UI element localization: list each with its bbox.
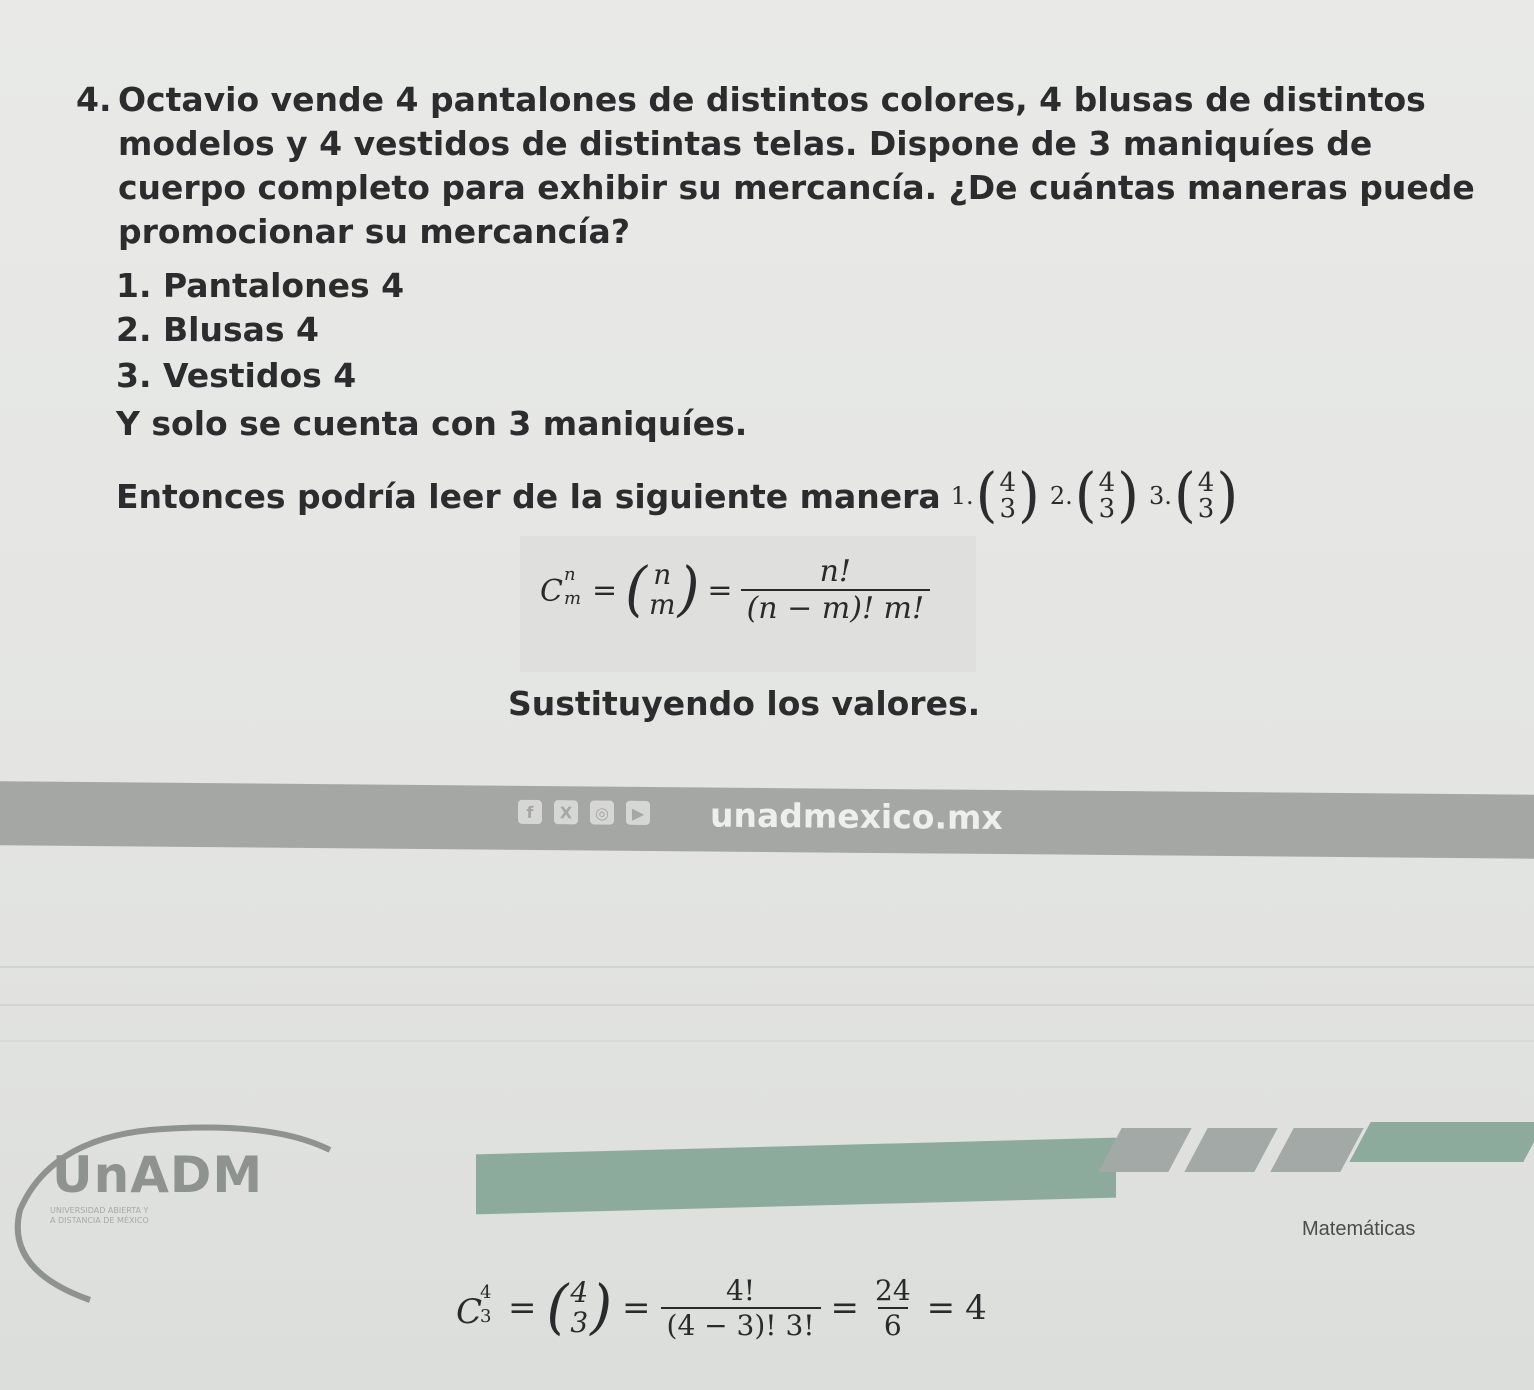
problem-statement <box>76 78 1476 254</box>
footer-band <box>0 781 1534 858</box>
instagram-icon[interactable]: ◎ <box>590 800 614 824</box>
header-green-block <box>1349 1122 1534 1162</box>
unadm-logo <box>10 1120 350 1310</box>
subject-label: Matemáticas <box>1302 1218 1416 1240</box>
combination-formula: C n m = ( n m ) = $\frac{n!}{(n - m)! m!}$ <box>520 536 976 672</box>
calc-result: 4 <box>965 1288 987 1328</box>
maniquies-note: Y solo se cuenta con 3 maniquíes. <box>116 404 748 443</box>
facebook-icon[interactable]: f <box>518 800 542 824</box>
list-item-vestidos: 3. Vestidos 4 <box>116 356 357 395</box>
youtube-icon[interactable]: ▶ <box>626 801 650 825</box>
option-label: 2. <box>1049 482 1073 510</box>
logo-name: UnADM <box>52 1146 264 1204</box>
divider <box>0 1040 1534 1042</box>
binomial-option-3: ( 4 3 ) <box>1173 461 1239 530</box>
problem-text: Octavio vende 4 pantalones de distintos colores, 4 blusas de distintos modelos y 4 vestidos de distintas telas. Dispone de 3 maniquíes de cuerpo completo para exhibir su mercancía. ¿De cuántas maneras puede promocionar su mercancía? <box>118 80 1475 251</box>
combination-calculation: C 4 3 = ( 4 3 ) = $\frac{4!}{(4 - 3)! 3!}$ = $\frac{24}{6}$ = 4 <box>456 1273 987 1342</box>
option-label: 3. <box>1149 482 1172 510</box>
logo-subtitle: UNIVERSIDAD ABIERTA Y A DISTANCIA DE MÉXICO <box>50 1206 149 1225</box>
binomial-option-2: ( 4 3 ) <box>1074 461 1140 530</box>
binomial-option-1: ( 4 3 ) <box>975 461 1040 530</box>
problem-number: 4. <box>76 80 112 119</box>
list-item-blusas: 2. Blusas 4 <box>116 310 319 349</box>
x-icon[interactable]: X <box>554 800 578 824</box>
header-green-bar <box>476 1138 1116 1215</box>
footer-url[interactable]: unadmexico.mx <box>710 795 1003 838</box>
header-gray-blocks <box>1110 1128 1352 1172</box>
substituting-text: Sustituyendo los valores. <box>508 684 981 723</box>
calc-fraction-simplified: $\frac{24}{6}$ <box>875 1274 911 1342</box>
reading-line <box>116 461 1239 530</box>
reading-text: Entonces podría leer de la siguiente manera <box>116 476 941 516</box>
list-item-pantalones: 1. Pantalones 4 <box>116 266 405 305</box>
divider <box>0 966 1534 968</box>
calc-fraction: $\frac{4!}{(4 - 3)! 3!}$ <box>661 1274 821 1342</box>
formula-fraction: $\frac{n!}{(n - m)! m!}$ <box>741 554 930 626</box>
option-label: 1. <box>950 482 974 510</box>
divider <box>0 1004 1534 1006</box>
social-icons <box>518 800 650 825</box>
